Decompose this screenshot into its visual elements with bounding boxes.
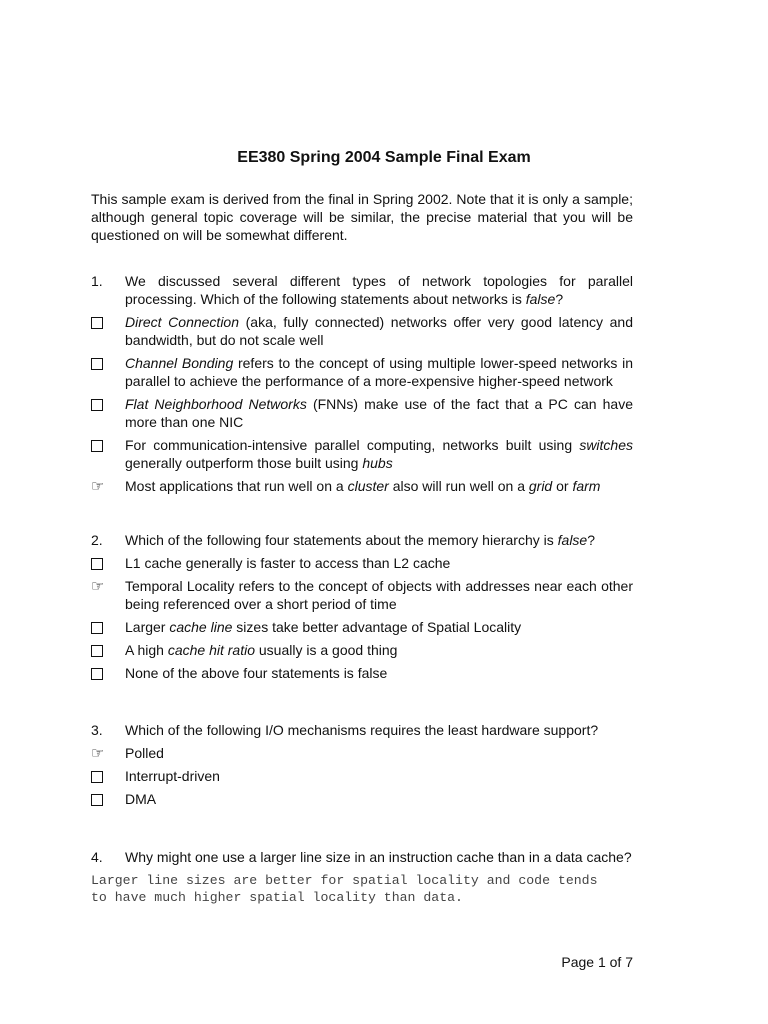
question-2-option-5[interactable]: None of the above four statements is false xyxy=(91,664,633,682)
checkbox-icon[interactable] xyxy=(91,399,103,411)
checkbox-icon[interactable] xyxy=(91,317,103,329)
checkbox-icon[interactable] xyxy=(91,358,103,370)
question-2-option-4[interactable]: A high cache hit ratio usually is a good thing xyxy=(91,641,633,659)
question-2-option-3[interactable]: Larger cache line sizes take better advantage of Spatial Locality xyxy=(91,618,633,636)
checkbox-icon[interactable] xyxy=(91,440,103,452)
question-3 xyxy=(91,721,633,813)
question-4-stem: 4. Why might one use a larger line size in an instruction cache than in a data cache? xyxy=(91,849,632,865)
intro-paragraph: This sample exam is derived from the final in Spring 2002. Note that it is only a sample; although general topic coverage will be similar, the precise material that you will be questioned on will be somewhat different. xyxy=(91,191,633,243)
checkbox-icon[interactable] xyxy=(91,771,103,783)
question-1-option-3[interactable]: Flat Neighborhood Networks (FNNs) make use of the fact that a PC can have more than one NIC xyxy=(91,395,633,431)
question-1-option-5[interactable]: ☞ Most applications that run well on a cluster also will run well on a grid or farm xyxy=(91,477,601,495)
pointing-hand-icon[interactable]: ☞ xyxy=(91,477,105,495)
question-3-option-1[interactable]: ☞ Polled xyxy=(91,744,164,762)
page-title: EE380 Spring 2004 Sample Final Exam xyxy=(237,149,531,166)
question-1-option-4[interactable]: For communication-intensive parallel computing, networks built using switches generally outperform those built using hubs xyxy=(91,436,633,472)
question-2-option-1[interactable]: L1 cache generally is faster to access than L2 cache xyxy=(91,554,633,572)
question-3-option-2[interactable]: Interrupt-driven xyxy=(91,767,633,785)
question-4-answer: Larger line sizes are better for spatial locality and code tends to have much higher spatial locality than data. xyxy=(91,873,598,905)
checkbox-icon[interactable] xyxy=(91,622,103,634)
checkbox-icon[interactable] xyxy=(91,645,103,657)
checkbox-icon[interactable] xyxy=(91,794,103,806)
question-3-stem: 3. Which of the following I/O mechanisms requires the least hardware support? xyxy=(91,722,599,738)
question-3-option-3[interactable]: DMA xyxy=(91,790,633,808)
checkbox-icon[interactable] xyxy=(91,668,103,680)
question-1-option-1[interactable]: Direct Connection (aka, fully connected) networks offer very good latency and bandwidth, but do not scale well xyxy=(91,313,633,349)
question-2-stem: 2. Which of the following four statements about the memory hierarchy is false? xyxy=(91,532,596,548)
pointing-hand-icon[interactable]: ☞ xyxy=(91,744,105,762)
question-2 xyxy=(91,531,633,687)
question-4 xyxy=(91,848,633,871)
checkbox-icon[interactable] xyxy=(91,558,103,570)
page-number: Page 1 of 7 xyxy=(561,954,633,970)
question-1 xyxy=(91,272,633,500)
question-number: 3. xyxy=(91,722,103,738)
question-number: 4. xyxy=(91,849,103,865)
question-2-option-2[interactable]: ☞ Temporal Locality refers to the concept of objects with addresses near each other being referenced over a short period of time xyxy=(91,577,633,612)
question-number: 2. xyxy=(91,532,103,548)
question-1-option-2[interactable]: Channel Bonding refers to the concept of using multiple lower-speed networks in parallel to achieve the performance of a more-expensive higher-speed network xyxy=(91,354,633,390)
question-1-stem: 1. We discussed several different types of network topologies for parallel processing. Which of the following statements about networks is false? xyxy=(91,273,633,307)
question-number: 1. xyxy=(91,273,103,289)
pointing-hand-icon[interactable]: ☞ xyxy=(91,577,105,595)
